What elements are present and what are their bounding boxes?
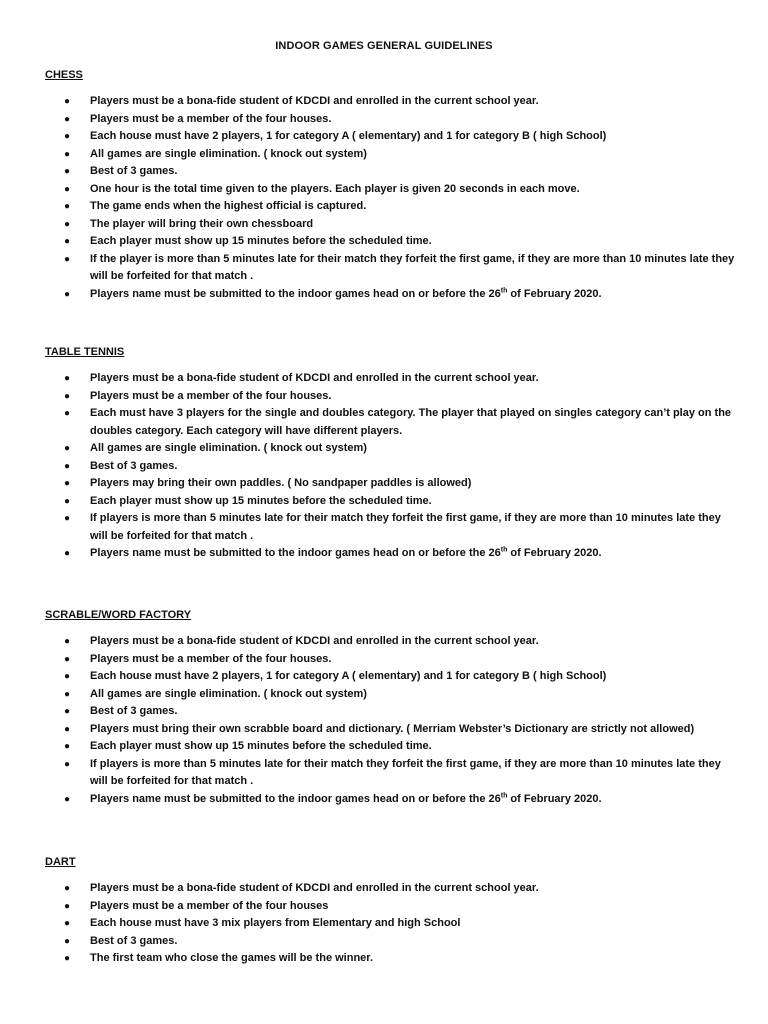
section-chess [45, 68, 735, 303]
document-title: INDOOR GAMES GENERAL GUIDELINES [275, 40, 493, 52]
rule-list-chess [45, 93, 735, 303]
bullet-icon: ● [64, 236, 71, 247]
rule-item: ● Best of 3 games. [45, 458, 735, 476]
rule-item: ● Players must be a bona-fide student of KDCDI and enrolled in the current school year. [45, 370, 735, 388]
rule-item: ● Each house must have 3 mix players from Elementary and high School [45, 915, 735, 933]
rule-item: ● Players may bring their own paddles. ( No sandpaper paddles is allowed) [45, 475, 735, 493]
rule-item: ● Players must be a member of the four houses. [45, 651, 735, 669]
rule-list-dart [45, 880, 735, 968]
bullet-icon: ● [64, 390, 71, 402]
rule-item: ● The player will bring their own chessboard [45, 216, 735, 234]
bullet-icon: ● [64, 166, 71, 177]
rule-item: ● Each player must show up 15 minutes before the scheduled time. [45, 233, 735, 251]
bullet-icon: ● [64, 288, 71, 300]
bullet-icon: ● [64, 218, 71, 230]
rule-item: ● All games are single elimination. ( knock out system) [45, 686, 735, 704]
rule-item: ● Players must be a bona-fide student of KDCDI and enrolled in the current school year. [45, 880, 735, 898]
bullet-icon: ● [64, 723, 71, 735]
bullet-icon: ● [64, 671, 71, 682]
rule-item-deadline: ● Players name must be submitted to the indoor games head on or before the 26th of February 2020. [45, 545, 735, 563]
rule-item: ● If players is more than 5 minutes late for their match they forfeit the first game, if they are more than 10 minutes late they will be forfeited for that match . [64, 512, 721, 542]
section-heading-scrabble: SCRABLE/WORD FACTORY [45, 609, 192, 621]
rule-item: ● Players must be a member of the four houses [45, 898, 735, 916]
bullet-icon: ● [64, 548, 71, 559]
bullet-icon: ● [64, 183, 71, 195]
rule-item: ● All games are single elimination. ( knock out system) [45, 146, 735, 164]
rule-item: ● If players is more than 5 minutes late for their match they forfeit the first game, if they are more than 10 minutes late they will be forfeited for that match . [64, 757, 721, 787]
rule-item-deadline: ● Players name must be submitted to the indoor games head on or before the 26th of February 2020. [45, 286, 735, 304]
bullet-icon: ● [64, 653, 71, 665]
rule-item-deadline: ● Players name must be submitted to the indoor games head on or before the 26th of February 2020. [45, 791, 735, 809]
bullet-icon: ● [64, 513, 71, 524]
rule-item: ● Players must be a bona-fide student of KDCDI and enrolled in the current school year. [45, 93, 735, 111]
rule-item: ● Each must have 3 players for the single and doubles category. The player that played on singles category can’t play on the doubles category. Each category will have different players. [64, 407, 732, 437]
bullet-icon: ● [64, 495, 71, 507]
bullet-icon: ● [64, 741, 71, 752]
section-scrabble [45, 608, 735, 808]
rule-item: ● Best of 3 games. [45, 703, 735, 721]
bullet-icon: ● [64, 636, 71, 647]
bullet-icon: ● [64, 443, 71, 454]
bullet-icon: ● [64, 148, 71, 160]
rule-item: ● One hour is the total time given to the players. Each player is given 20 seconds in each move. [45, 181, 735, 199]
rule-item: ● Players must be a member of the four houses. [45, 388, 735, 406]
rule-item: ● Each house must have 2 players, 1 for category A ( elementary) and 1 for category B ( high School) [45, 668, 735, 686]
rule-item: ● Each player must show up 15 minutes before the scheduled time. [45, 738, 735, 756]
rule-item: ● All games are single elimination. ( knock out system) [45, 440, 735, 458]
section-heading-dart: DART [45, 856, 76, 868]
section-heading-table-tennis: TABLE TENNIS [45, 346, 125, 358]
bullet-icon: ● [64, 373, 71, 384]
bullet-icon: ● [64, 706, 71, 717]
bullet-icon: ● [64, 758, 71, 770]
bullet-icon: ● [64, 113, 71, 125]
rule-item: ● Players must be a member of the four houses. [45, 111, 735, 129]
section-table-tennis [45, 345, 735, 563]
rule-item: ● The first team who close the games will be the winner. [45, 950, 735, 968]
bullet-icon: ● [64, 883, 71, 894]
bullet-icon: ● [64, 688, 71, 700]
rule-item: ● If the player is more than 5 minutes late for their match they forfeit the first game, if they are more than 10 minutes late they will be forfeited for that match . [64, 252, 735, 282]
bullet-icon: ● [64, 935, 71, 947]
bullet-icon: ● [64, 131, 71, 142]
bullet-icon: ● [64, 253, 71, 265]
bullet-icon: ● [64, 953, 71, 964]
bullet-icon: ● [64, 900, 71, 912]
rule-list-table-tennis [45, 370, 735, 563]
bullet-icon: ● [64, 918, 71, 929]
section-heading-chess: CHESS [45, 69, 83, 81]
rule-item: ● Each house must have 2 players, 1 for category A ( elementary) and 1 for category B ( high School) [45, 128, 735, 146]
bullet-icon: ● [64, 478, 71, 489]
bullet-icon: ● [64, 793, 71, 805]
bullet-icon: ● [64, 201, 71, 212]
rule-item: ● Best of 3 games. [45, 163, 735, 181]
rule-item: ● Players must be a bona-fide student of KDCDI and enrolled in the current school year. [45, 633, 735, 651]
section-dart [45, 855, 735, 968]
bullet-icon: ● [64, 408, 71, 419]
rule-item: ● The game ends when the highest official is captured. [45, 198, 735, 216]
rule-item: ● Best of 3 games. [45, 933, 735, 951]
rule-item: ● Each player must show up 15 minutes before the scheduled time. [45, 493, 735, 511]
bullet-icon: ● [64, 460, 71, 472]
rule-list-scrabble [45, 633, 735, 808]
rule-item: ● Players must bring their own scrabble board and dictionary. ( Merriam Webster’s Dictionary are strictly not allowed) [45, 721, 735, 739]
bullet-icon: ● [64, 96, 71, 107]
